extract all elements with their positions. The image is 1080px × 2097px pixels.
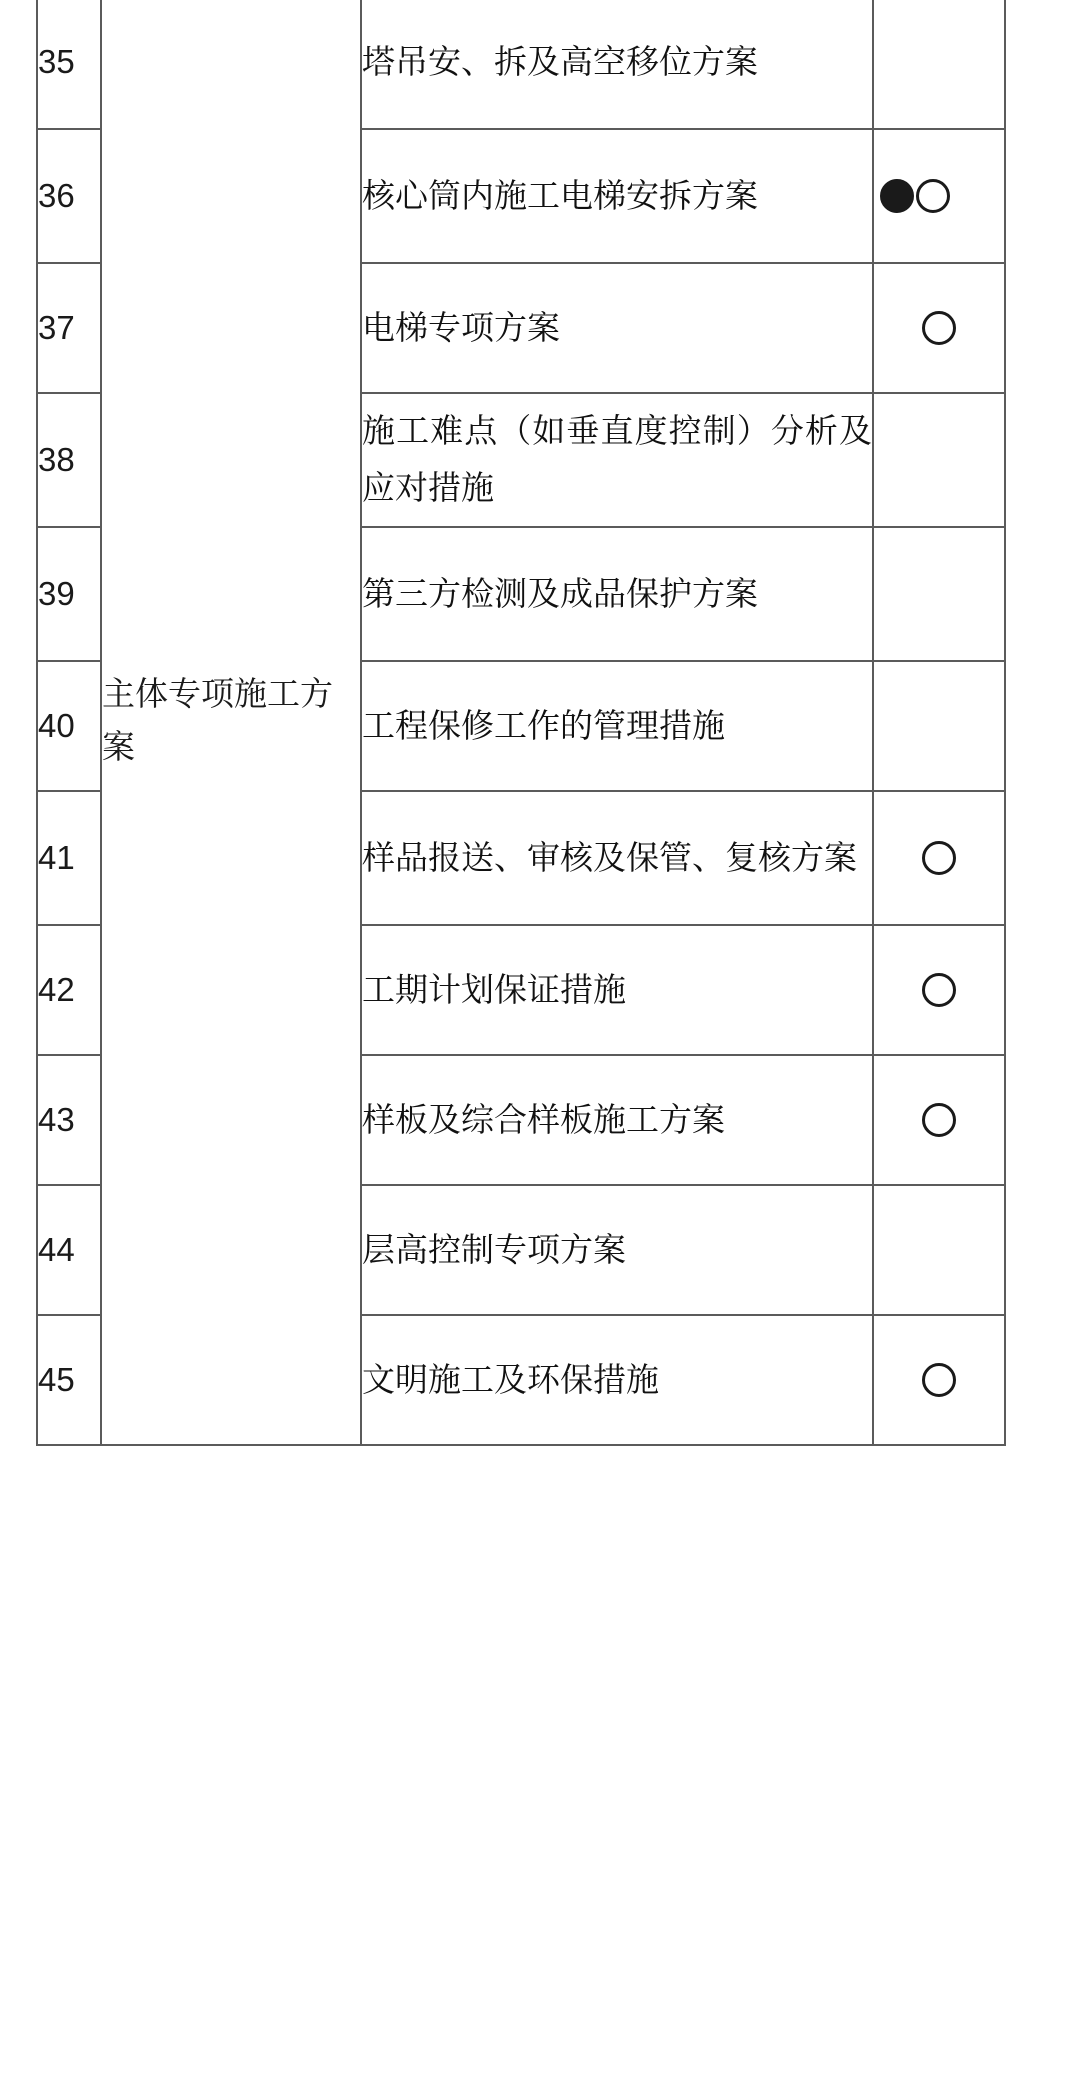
row-number: 39 — [37, 527, 101, 661]
mark-group — [874, 840, 1004, 876]
construction-plan-table — [36, 0, 1006, 1446]
mark-group — [874, 1362, 1004, 1398]
row-number: 37 — [37, 263, 101, 393]
mark-cell[interactable] — [873, 263, 1005, 393]
filled-circle-icon[interactable] — [880, 179, 914, 213]
item-description: 核心筒内施工电梯安拆方案 — [361, 129, 873, 263]
empty-circle-icon[interactable] — [922, 311, 956, 345]
item-description: 工程保修工作的管理措施 — [361, 661, 873, 791]
item-description: 样板及综合样板施工方案 — [361, 1055, 873, 1185]
empty-circle-icon[interactable] — [922, 1103, 956, 1137]
mark-group — [874, 44, 1004, 80]
mark-group — [874, 972, 1004, 1008]
mark-cell[interactable] — [873, 661, 1005, 791]
item-description: 样品报送、审核及保管、复核方案 — [361, 791, 873, 925]
mark-group — [874, 1232, 1004, 1268]
empty-circle-icon[interactable] — [922, 841, 956, 875]
mark-cell[interactable] — [873, 925, 1005, 1055]
empty-circle-icon[interactable] — [922, 1363, 956, 1397]
mark-group — [874, 708, 1004, 744]
mark-cell[interactable] — [873, 1185, 1005, 1315]
mark-group — [874, 178, 1004, 214]
mark-group — [874, 576, 1004, 612]
mark-cell[interactable] — [873, 527, 1005, 661]
table-row — [37, 0, 1005, 129]
row-number: 45 — [37, 1315, 101, 1445]
empty-circle-icon[interactable] — [922, 973, 956, 1007]
row-number: 44 — [37, 1185, 101, 1315]
mark-cell[interactable] — [873, 1055, 1005, 1185]
row-number: 35 — [37, 0, 101, 129]
mark-group — [874, 310, 1004, 346]
mark-cell[interactable] — [873, 393, 1005, 527]
item-description: 电梯专项方案 — [361, 263, 873, 393]
mark-cell[interactable] — [873, 1315, 1005, 1445]
empty-circle-icon[interactable] — [916, 179, 950, 213]
item-description: 塔吊安、拆及高空移位方案 — [361, 0, 873, 129]
item-description: 施工难点（如垂直度控制）分析及应对措施 — [361, 393, 873, 527]
mark-cell[interactable] — [873, 791, 1005, 925]
row-number: 40 — [37, 661, 101, 791]
row-number: 43 — [37, 1055, 101, 1185]
row-number: 36 — [37, 129, 101, 263]
table-body — [37, 0, 1005, 1445]
mark-cell[interactable] — [873, 129, 1005, 263]
mark-group — [874, 442, 1004, 478]
category-label: 主体专项施工方案 — [101, 0, 361, 1445]
mark-group — [874, 1102, 1004, 1138]
item-description: 文明施工及环保措施 — [361, 1315, 873, 1445]
row-number: 38 — [37, 393, 101, 527]
item-description: 层高控制专项方案 — [361, 1185, 873, 1315]
item-description: 工期计划保证措施 — [361, 925, 873, 1055]
row-number: 42 — [37, 925, 101, 1055]
item-description: 第三方检测及成品保护方案 — [361, 527, 873, 661]
mark-cell[interactable] — [873, 0, 1005, 129]
row-number: 41 — [37, 791, 101, 925]
